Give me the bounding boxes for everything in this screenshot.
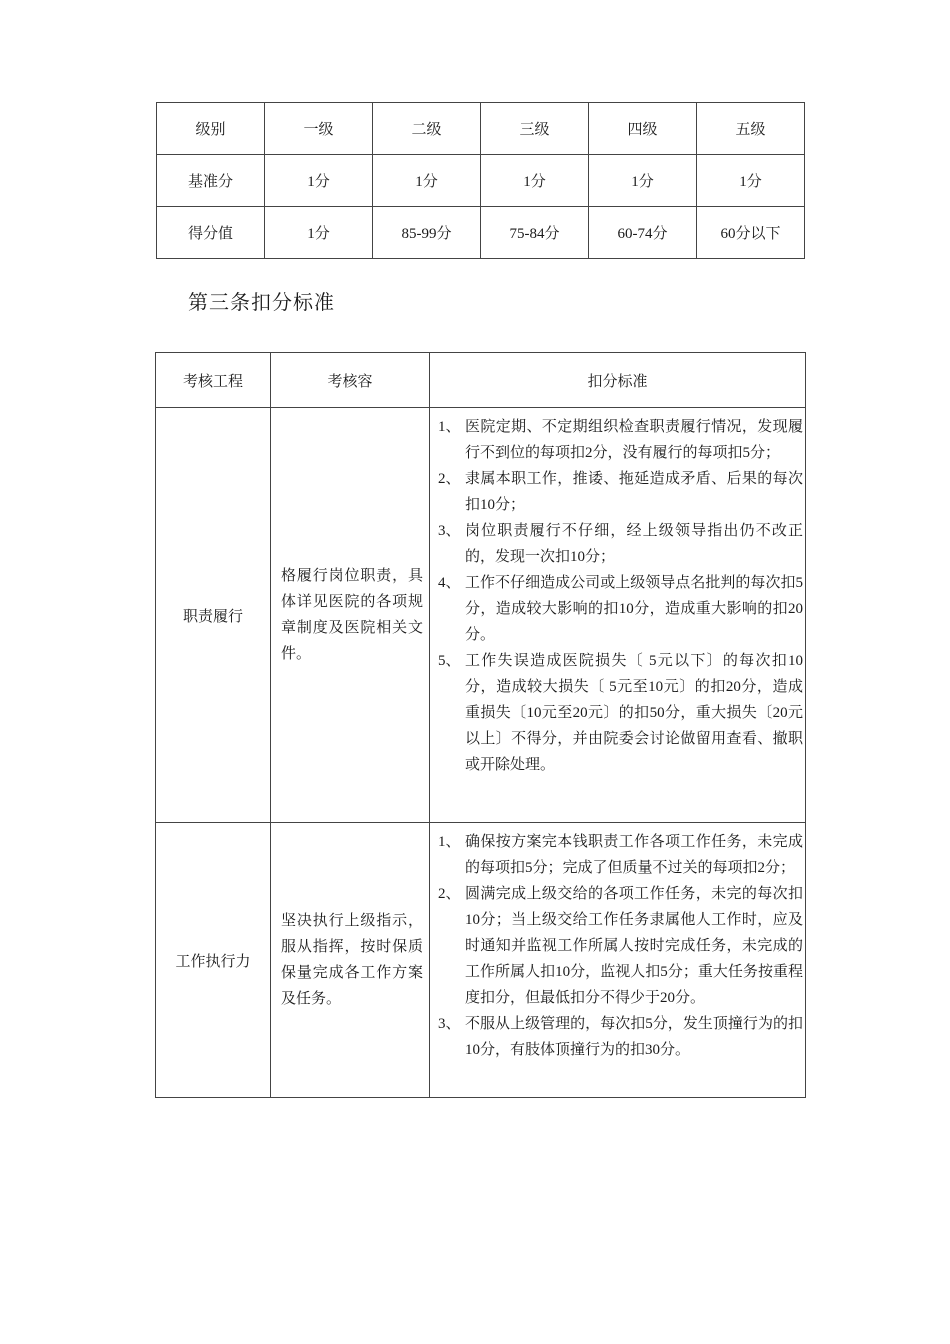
deduction-table bbox=[155, 352, 806, 1098]
rule-item bbox=[430, 881, 805, 1011]
grade-cell: 60分以下 bbox=[697, 207, 805, 259]
row-item-label: 工作执行力 bbox=[156, 823, 271, 1098]
deduction-header-row bbox=[156, 353, 806, 408]
grade-cell: 60-74分 bbox=[589, 207, 697, 259]
rule-item bbox=[430, 518, 805, 570]
rule-text: 确保按方案完本钱职责工作各项工作任务，未完成的每项扣5分；完成了但质量不过关的每项扣2分； bbox=[465, 834, 803, 876]
rule-text: 医院定期、不定期组织检查职责履行情况，发现履行不到位的每项扣2分，没有履行的每项扣5分； bbox=[465, 419, 803, 461]
rule-number: 2、 bbox=[438, 886, 461, 902]
rule-item bbox=[430, 648, 805, 778]
grade-cell: 1分 bbox=[265, 155, 373, 207]
rule-text: 工作不仔细造成公司或上级领导点名批判的每次扣5分，造成较大影响的扣10分，造成重大影响的扣20分。 bbox=[465, 575, 803, 643]
grade-cell: 75-84分 bbox=[481, 207, 589, 259]
grade-cell: 1分 bbox=[265, 207, 373, 259]
grade-cell: 一级 bbox=[265, 103, 373, 155]
grade-cell: 二级 bbox=[373, 103, 481, 155]
rule-text: 岗位职责履行不仔细，经上级领导指出仍不改正的，发现一次扣10分； bbox=[465, 523, 803, 565]
rule-text: 隶属本职工作，推诿、拖延造成矛盾、后果的每次扣10分； bbox=[465, 471, 803, 513]
grade-table bbox=[156, 102, 805, 259]
grade-row-level bbox=[157, 103, 805, 155]
rule-number: 1、 bbox=[438, 419, 461, 435]
rule-number: 2、 bbox=[438, 471, 461, 487]
rule-number: 3、 bbox=[438, 1016, 461, 1032]
grade-cell: 85-99分 bbox=[373, 207, 481, 259]
header-item: 考核工程 bbox=[156, 353, 271, 408]
rule-text: 不服从上级管理的，每次扣5分，发生顶撞行为的扣10分，有肢体顶撞行为的扣30分。 bbox=[465, 1016, 803, 1058]
row-rules bbox=[430, 823, 806, 1098]
rule-item bbox=[430, 1011, 805, 1063]
row-item-label: 职责履行 bbox=[156, 408, 271, 823]
grade-cell: 1分 bbox=[373, 155, 481, 207]
rule-text: 圆满完成上级交给的各项工作任务，未完的每次扣10分；当上级交给工作任务隶属他人工作时，应及时通知并监视工作所属人按时完成任务，未完成的工作所属人扣10分，监视人扣5分；重大任务按重程度扣分，但最低扣分不得少于20分。 bbox=[465, 886, 803, 1006]
rule-number: 1、 bbox=[438, 834, 461, 850]
rule-item bbox=[430, 414, 805, 466]
row-content: 坚决执行上级指示，服从指挥，按时保质保量完成各工作方案及任务。 bbox=[271, 823, 430, 1098]
header-rules: 扣分标准 bbox=[430, 353, 806, 408]
deduction-row-execution bbox=[156, 823, 806, 1098]
grade-cell: 三级 bbox=[481, 103, 589, 155]
rule-text: 工作失误造成医院损失〔 5元以下〕的每次扣10分，造成较大损失〔 5元至10元〕的扣20分，造成重损失〔10元至20元〕的扣50分，重大损失〔20元以上〕不得分，并由院委会讨论做留用查看、撤职或开除处理。 bbox=[465, 653, 803, 773]
rule-number: 3、 bbox=[438, 523, 461, 539]
grade-cell: 五级 bbox=[697, 103, 805, 155]
grade-cell: 四级 bbox=[589, 103, 697, 155]
header-content: 考核容 bbox=[271, 353, 430, 408]
rule-item bbox=[430, 570, 805, 648]
rule-number: 4、 bbox=[438, 575, 461, 591]
rule-item bbox=[430, 829, 805, 881]
grade-cell: 1分 bbox=[589, 155, 697, 207]
grade-cell: 级别 bbox=[157, 103, 265, 155]
grade-row-base bbox=[157, 155, 805, 207]
grade-cell: 基准分 bbox=[157, 155, 265, 207]
rule-item bbox=[430, 466, 805, 518]
deduction-row-duty bbox=[156, 408, 806, 823]
grade-cell: 1分 bbox=[481, 155, 589, 207]
row-content: 格履行岗位职责，具体详见医院的各项规章制度及医院相关文件。 bbox=[271, 408, 430, 823]
grade-row-score bbox=[157, 207, 805, 259]
grade-cell: 1分 bbox=[697, 155, 805, 207]
grade-cell: 得分值 bbox=[157, 207, 265, 259]
rule-number: 5、 bbox=[438, 653, 461, 669]
section-heading: 第三条扣分标准 bbox=[188, 292, 335, 314]
row-rules bbox=[430, 408, 806, 823]
